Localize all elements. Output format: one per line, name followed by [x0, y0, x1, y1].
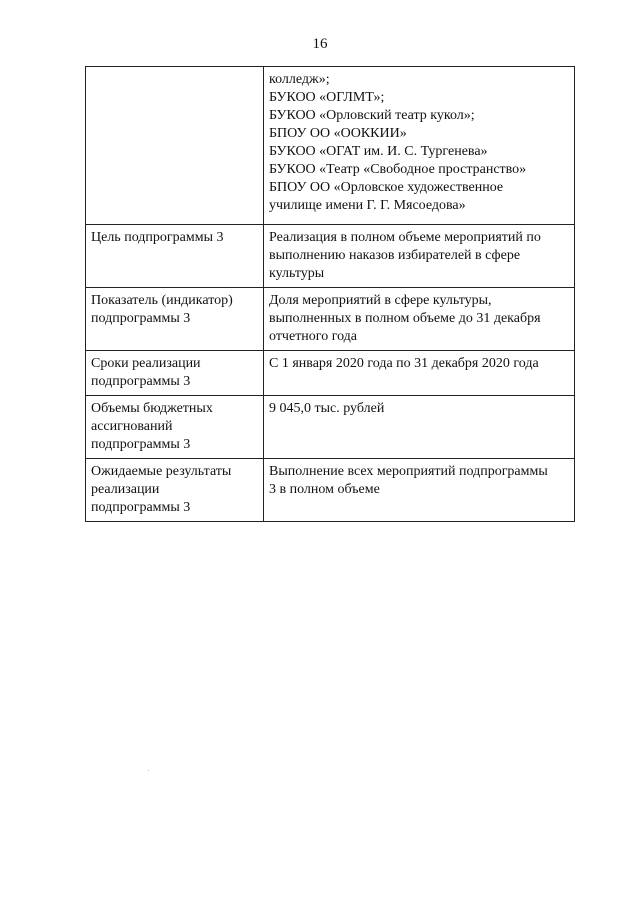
table-row-expected-results — [86, 459, 575, 522]
terms-label-line: Сроки реализации — [91, 356, 201, 371]
value-cell — [264, 67, 575, 225]
budget-text-line: 9 045,0 тыс. рублей — [269, 401, 385, 416]
table-row-executors — [86, 67, 575, 225]
label-cell — [86, 225, 264, 288]
indicator-label-line: подпрограммы 3 — [91, 311, 191, 326]
budget-label-line: подпрограммы 3 — [91, 437, 191, 452]
table-row-budget — [86, 396, 575, 459]
executor-line: БУКОО «ОГЛМТ»; — [269, 90, 385, 105]
terms-label-line: подпрограммы 3 — [91, 374, 191, 389]
results-label-line: реализации — [91, 482, 160, 497]
goal-text-line: Реализация в полном объеме мероприятий по — [269, 230, 541, 245]
executor-line: БУКОО «Театр «Свободное пространство» — [269, 162, 527, 177]
value-cell — [264, 288, 575, 351]
value-cell — [264, 459, 575, 522]
executor-line: БУКОО «ОГАТ им. И. С. Тургенева» — [269, 144, 488, 159]
results-text-line: Выполнение всех мероприятий подпрограммы — [269, 464, 548, 479]
budget-label-line: ассигнований — [91, 419, 173, 434]
indicator-text-line: выполненных в полном объеме до 31 декабря — [269, 311, 541, 326]
goal-text-line: выполнению наказов избирателей в сфере — [269, 248, 521, 263]
indicator-text-line: Доля мероприятий в сфере культуры, — [269, 293, 492, 308]
results-label-line: Ожидаемые результаты — [91, 464, 232, 479]
budget-label-line: Объемы бюджетных — [91, 401, 213, 416]
label-cell — [86, 351, 264, 396]
scan-speck — [148, 770, 149, 771]
goal-text-line: культуры — [269, 266, 325, 281]
indicator-label-line: Показатель (индикатор) — [91, 293, 233, 308]
executor-line: БПОУ ОО «ООККИИ» — [269, 126, 407, 141]
label-cell — [86, 396, 264, 459]
executor-line: училище имени Г. Г. Мясоедова» — [269, 198, 466, 213]
value-cell — [264, 225, 575, 288]
terms-text-line: С 1 января 2020 года по 31 декабря 2020 года — [269, 356, 539, 371]
goal-label: Цель подпрограммы 3 — [91, 230, 224, 245]
label-cell — [86, 67, 264, 225]
results-text-line: 3 в полном объеме — [269, 482, 380, 497]
indicator-text-line: отчетного года — [269, 329, 358, 344]
value-cell — [264, 396, 575, 459]
executor-line: колледж»; — [269, 72, 330, 87]
page-number: 16 — [312, 36, 328, 52]
table-row-terms — [86, 351, 575, 396]
table-row-goal — [86, 225, 575, 288]
table-row-indicator — [86, 288, 575, 351]
results-label-line: подпрограммы 3 — [91, 500, 191, 515]
label-cell — [86, 459, 264, 522]
executor-line: БПОУ ОО «Орловское художественное — [269, 180, 504, 195]
subprogram-passport-table — [85, 66, 575, 522]
executor-line: БУКОО «Орловский театр кукол»; — [269, 108, 475, 123]
value-cell — [264, 351, 575, 396]
label-cell — [86, 288, 264, 351]
